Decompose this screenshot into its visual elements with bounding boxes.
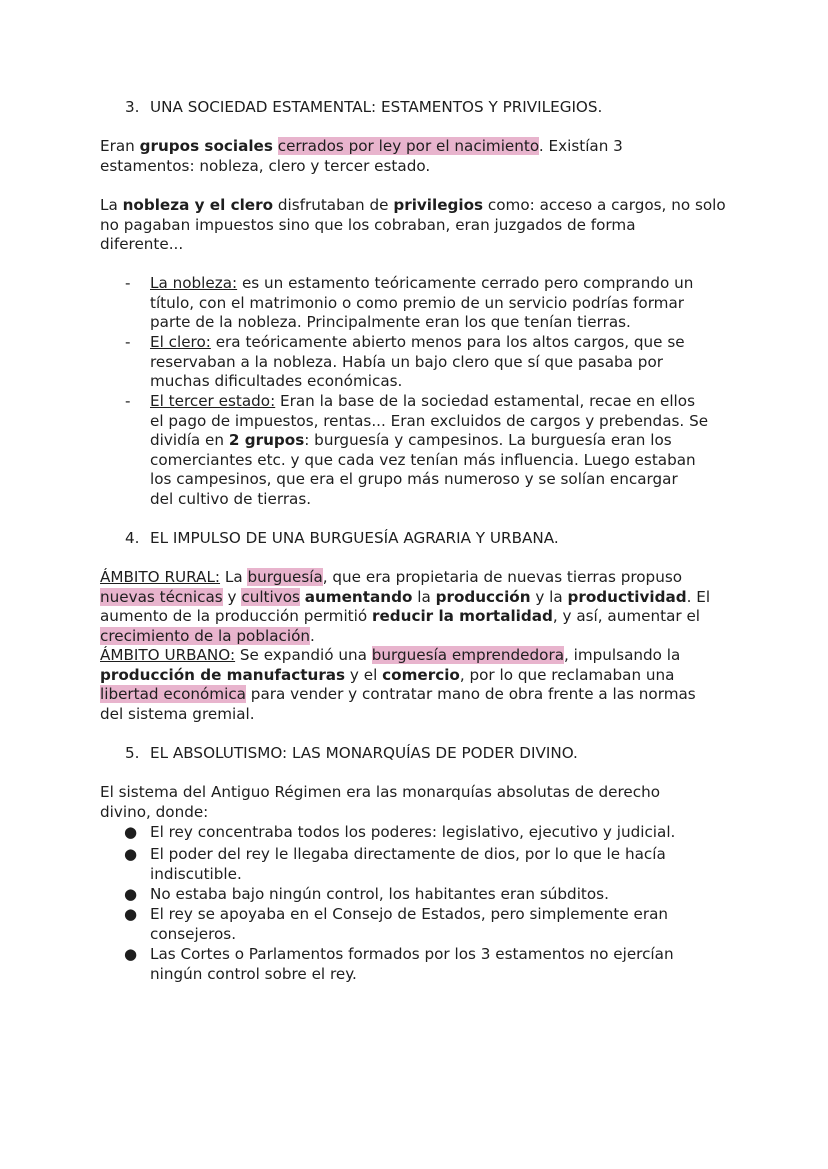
bold-text: aumentando — [304, 587, 413, 606]
text: Eran la base de la sociedad estamental, recae en ellos — [275, 392, 695, 410]
bullet-icon: ● — [124, 823, 138, 841]
text: El poder del rey le llegaba directamente de dios, por lo que le hacía — [150, 845, 666, 863]
underlined-label: El clero: — [150, 333, 211, 351]
text: La — [220, 568, 248, 586]
text: del sistema gremial. — [100, 704, 255, 723]
paragraph-ambito-rural — [100, 568, 740, 646]
section-number: 5. — [125, 744, 140, 762]
text: El rey concentraba todos los poderes: legislativo, ejecutivo y judicial. — [150, 823, 676, 841]
highlighted-text: cerrados por ley por el nacimiento — [277, 137, 539, 155]
bold-text: producción — [435, 587, 531, 606]
text: y la — [530, 587, 568, 606]
section-title: EL IMPULSO DE UNA BURGUESÍA AGRARIA Y URBANA. — [150, 529, 559, 547]
dash-bullet: - — [125, 333, 131, 351]
highlighted-text: crecimiento de la población — [100, 626, 310, 645]
paragraph-absolutismo-intro — [100, 783, 740, 822]
section-3-heading — [125, 97, 602, 117]
bullet-item — [150, 823, 740, 843]
text: No estaba bajo ningún control, los habitantes eran súbditos. — [150, 885, 609, 903]
paragraph-ambito-urbano — [100, 646, 740, 724]
text: es un estamento teóricamente cerrado pero comprando un — [237, 274, 694, 292]
highlighted-text: nuevas técnicas — [100, 587, 223, 606]
bullet-icon: ● — [124, 905, 138, 923]
bullet-icon: ● — [124, 885, 138, 903]
bullet-item — [150, 905, 740, 944]
text: comerciantes etc. y que cada vez tenían más influencia. Luego estaban — [150, 450, 696, 469]
text: . — [310, 626, 315, 645]
text: , por lo que reclamaban una — [459, 665, 675, 684]
text: dividía en — [150, 431, 229, 450]
text: indiscutible. — [150, 864, 242, 883]
text: del cultivo de tierras. — [150, 489, 312, 508]
bullet-item — [150, 845, 740, 884]
highlighted-text: libertad económica — [100, 685, 246, 704]
text: divino, donde: — [100, 802, 209, 821]
text: el pago de impuestos, rentas... Eran excluidos de cargos y prebendas. Se — [150, 411, 709, 430]
bold-text: comercio — [382, 665, 460, 684]
text: título, con el matrimonio o como premio de un servicio podrías formar — [150, 293, 685, 312]
bold-text: grupos sociales — [139, 137, 273, 155]
text: La — [100, 196, 123, 214]
text: Las Cortes o Parlamentos formados por los 3 estamentos no ejercían — [150, 945, 674, 963]
list-item-nobleza — [150, 274, 740, 333]
text: era teóricamente abierto menos para los altos cargos, que se — [210, 333, 685, 351]
text: aumento de la producción permitió — [100, 607, 372, 626]
paragraph-privilegios — [100, 196, 740, 255]
bullet-item — [150, 945, 740, 984]
list-item-tercer-estado — [150, 392, 740, 510]
underlined-label: El tercer estado: — [150, 392, 276, 410]
bold-text: productividad — [567, 587, 687, 606]
list-item-clero — [150, 333, 740, 392]
text: , que era propietaria de nuevas tierras propuso — [322, 568, 683, 586]
section-5-heading — [125, 743, 578, 763]
section-number: 3. — [125, 98, 140, 116]
bullet-icon: ● — [124, 845, 138, 863]
paragraph-estamentos — [100, 137, 740, 176]
bullet-icon: ● — [124, 945, 138, 963]
dash-bullet: - — [125, 392, 131, 410]
text: consejeros. — [150, 924, 237, 943]
text: para vender y contratar mano de obra frente a las normas — [245, 685, 696, 704]
text: : burguesía y campesinos. La burguesía eran los — [304, 431, 672, 450]
highlighted-text: burguesía — [247, 568, 323, 586]
text: los campesinos, que era el grupo más numeroso y se solían encargar — [150, 470, 678, 489]
bold-text: nobleza y el clero — [122, 196, 274, 214]
text: muchas dificultades económicas. — [150, 372, 403, 391]
text: estamentos: nobleza, clero y tercer estado. — [100, 156, 431, 175]
section-number: 4. — [125, 529, 140, 547]
text: como: acceso a cargos, no solo — [483, 196, 726, 214]
text: parte de la nobleza. Principalmente eran los que tenían tierras. — [150, 313, 631, 332]
text: , y así, aumentar el — [552, 607, 701, 626]
text — [273, 137, 278, 155]
text: la — [412, 587, 436, 606]
highlighted-text: burguesía emprendedora — [371, 646, 564, 664]
underlined-label: La nobleza: — [150, 274, 238, 292]
text: y — [222, 587, 242, 606]
text: El sistema del Antiguo Régimen era las monarquías absolutas de derecho — [100, 783, 661, 801]
bold-text: privilegios — [393, 196, 484, 214]
underlined-label: ÁMBITO RURAL: — [100, 568, 221, 586]
bold-text: reducir la mortalidad — [371, 607, 553, 626]
text: El rey se apoyaba en el Consejo de Estados, pero simplemente eran — [150, 905, 669, 923]
text: diferente... — [100, 235, 184, 254]
underlined-label: ÁMBITO URBANO: — [100, 646, 236, 664]
text: . El — [686, 587, 711, 606]
section-title: EL ABSOLUTISMO: LAS MONARQUÍAS DE PODER DIVINO. — [150, 744, 578, 762]
bullet-item — [150, 885, 740, 905]
section-4-heading — [125, 528, 559, 548]
text: ningún control sobre el rey. — [150, 964, 357, 983]
text: y el — [345, 665, 383, 684]
bold-text: producción de manufacturas — [100, 665, 346, 684]
text: Eran — [100, 137, 140, 155]
bold-text: 2 grupos — [228, 431, 305, 450]
section-title: UNA SOCIEDAD ESTAMENTAL: ESTAMENTOS Y PRIVILEGIOS. — [150, 98, 603, 116]
text: disfrutaban de — [273, 196, 394, 214]
text: . Existían 3 — [538, 137, 623, 155]
text: , impulsando la — [564, 646, 681, 664]
dash-bullet: - — [125, 274, 131, 292]
highlighted-text: cultivos — [241, 587, 300, 606]
text: no pagaban impuestos sino que los cobraban, eran juzgados de forma — [100, 215, 636, 234]
text: reservaban a la nobleza. Había un bajo clero que sí que pasaba por — [150, 352, 663, 371]
text: Se expandió una — [235, 646, 372, 664]
